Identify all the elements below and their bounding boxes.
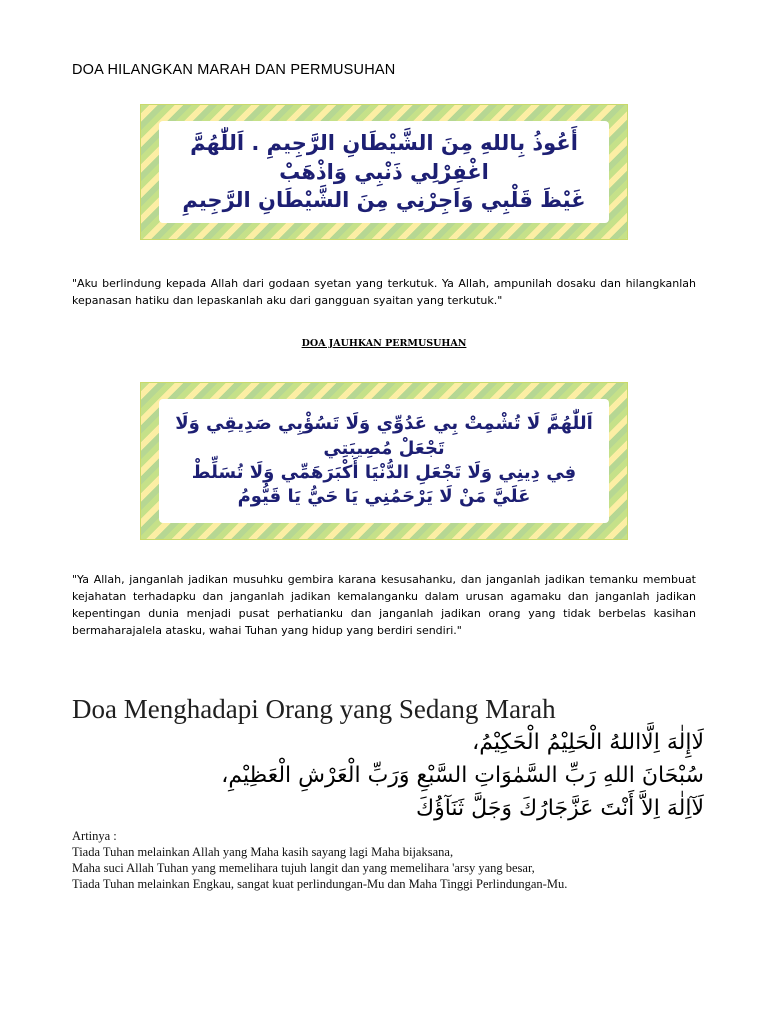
meaning-line: Tiada Tuhan melainkan Allah yang Maha kasih sayang lagi Maha bijaksana, [72,845,454,859]
arabic-line: اَللّٰهُمَّ لَا تُشْمِتْ بِي عَدُوِّي وَلَا تَسُؤْبِي صَدِيقِي وَلَا تَجْعَلْ مُصِيبَتِي [175,413,593,459]
banner-2-panel [159,399,609,523]
meaning-line: Maha suci Allah Tuhan yang memelihara tujuh langit dan yang memelihara 'arsy yang besar, [72,861,535,875]
section3-meaning [72,828,567,892]
arabic-line: عَلَيَّ مَنْ لَا يَرْحَمُنِي يَا حَيُّ يَا قَيُّومُ [237,486,531,508]
arabic-line: لَآاِلٰهَ اِلاَّ أَنْتَ عَزَّجَارُكَ وَجَلَّ ثَنَآؤُكَ [415,796,704,821]
section3-arabic [64,726,704,825]
arabic-banner-2 [140,382,628,540]
arabic-line: أَعُوذُ بِاللهِ مِنَ الشَّيْطَانِ الرَّجِيمِ . اَللّٰهُمَّ اغْفِرْلِي ذَنْبِي وَاذْهَبْ [190,131,578,184]
meaning-line: Tiada Tuhan melainkan Engkau, sangat kuat perlindungan-Mu dan Maha Tinggi Perlindungan-Mu. [72,877,568,891]
section1-title: DOA HILANGKAN MARAH DAN PERMUSUHAN [72,62,396,78]
section1-translation: "Aku berlindung kepada Allah dari godaan syetan yang terkutuk. Ya Allah, ampunilah dosaku dan hilangkanlah kepanasan hatiku dan lepaskanlah aku dari gangguan syaitan yang terkutuk." [72,277,696,307]
arabic-line: سُبْحَانَ اللهِ رَبِّ السَّمٰوَاتِ السَّبْعِ وَرَبِّ الْعَرْشِ الْعَظِيْمِ، [221,763,704,788]
banner-1-panel [159,121,609,223]
arabic-line: لَاإِلٰهَ اِلَّااللهُ الْحَلِيْمُ الْحَكِيْمُ، [472,730,704,755]
section3-title: Doa Menghadapi Orang yang Sedang Marah [72,694,556,724]
arabic-line: فِي دِينِي وَلَا تَجْعَلِ الدُّنْيَا أَكْبَرَهَمِّي وَلَا تُسَلِّطْ [191,462,577,483]
arabic-banner-1 [140,104,628,240]
arabic-line: غَيْظَ قَلْبِي وَاَجِرْنِي مِنَ الشَّيْطَانِ الرَّجِيمِ [182,188,586,213]
section2-title: DOA JAUHKAN PERMUSUHAN [301,338,467,349]
artinya-label: Artinya : [72,829,117,843]
section2-translation: "Ya Allah, janganlah jadikan musuhku gembira karana kesusahanku, dan janganlah jadikan temanku membuat kejahatan terhadapku dan janganlah jadikan kemalanganku dalam urusan agamaku dan janganlah jadikan kepentingan dunia menjadi pusat perhatianku dan janganlah jadikan orang yang tidak berbelas kasihan bermaharajalela atasku, wahai Tuhan yang hidup yang berdiri sendiri." [72,573,696,637]
